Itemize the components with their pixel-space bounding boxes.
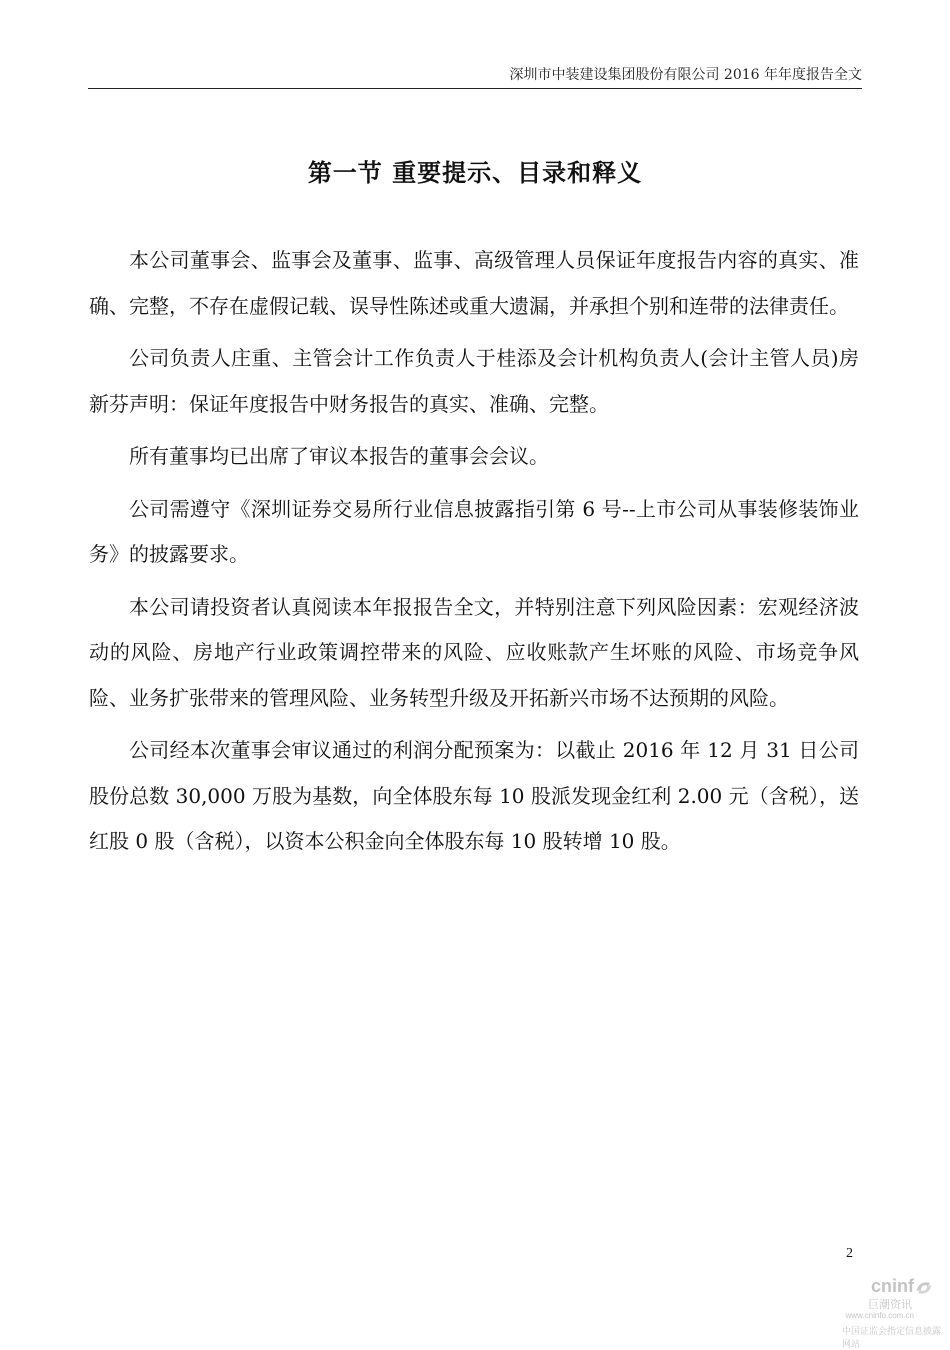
paragraph-officer-declaration: 公司负责人庄重、主管会计工作负责人于桂添及会计机构负责人(会计主管人员)房新芬声明：保证年度报告中财务报告的真实、准确、完整。 <box>89 346 859 416</box>
running-header <box>88 66 862 89</box>
watermark-tagline: 中国证监会指定信息披露网站 <box>842 1326 942 1349</box>
paragraph-board-attendance: 所有董事均已出席了审议本报告的董事会会议。 <box>129 444 549 468</box>
paragraph-disclosure-guideline: 公司需遵守《深圳证券交易所行业信息披露指引第 6 号--上市公司从事装修装饰业务》的披露要求。 <box>89 496 859 566</box>
page-number: 2 <box>846 1246 853 1261</box>
section-title: 第一节 重要提示、目录和释义 <box>307 158 643 187</box>
paragraph-board-guarantee: 本公司董事会、监事会及董事、监事、高级管理人员保证年度报告内容的真实、准确、完整，不存在虚假记载、误导性陈述或重大遗漏，并承担个别和连带的法律责任。 <box>89 248 859 318</box>
paragraph-profit-distribution: 公司经本次董事会审议通过的利润分配预案为：以截止 2016 年 12 月 31 日公司股份总数 30,000 万股为基数，向全体股东每 10 股派发现金红利 2.00 元（含税），送红股 0 股（含税），以资本公积金向全体股东每 10 股转增 10 股。 <box>89 738 859 853</box>
header-title: 深圳市中装建设集团股份有限公司 2016 年年度报告全文 <box>509 67 862 83</box>
notice-body <box>89 238 859 872</box>
cninfo-watermark <box>838 1276 942 1349</box>
watermark-site: www.cninfo.com.cn <box>845 1311 914 1320</box>
watermark-brand-cn: 巨潮资讯 <box>868 1299 912 1311</box>
cninfo-logo-icon <box>914 1278 934 1298</box>
watermark-brand: cninf <box>871 1276 914 1296</box>
paragraph-risk-factors: 本公司请投资者认真阅读本年报报告全文，并特别注意下列风险因素：宏观经济波动的风险、房地产行业政策调控带来的风险、应收账款产生坏账的风险、市场竞争风险、业务扩张带来的管理风险、业务转型升级及开拓新兴市场不达预期的风险。 <box>89 594 859 710</box>
